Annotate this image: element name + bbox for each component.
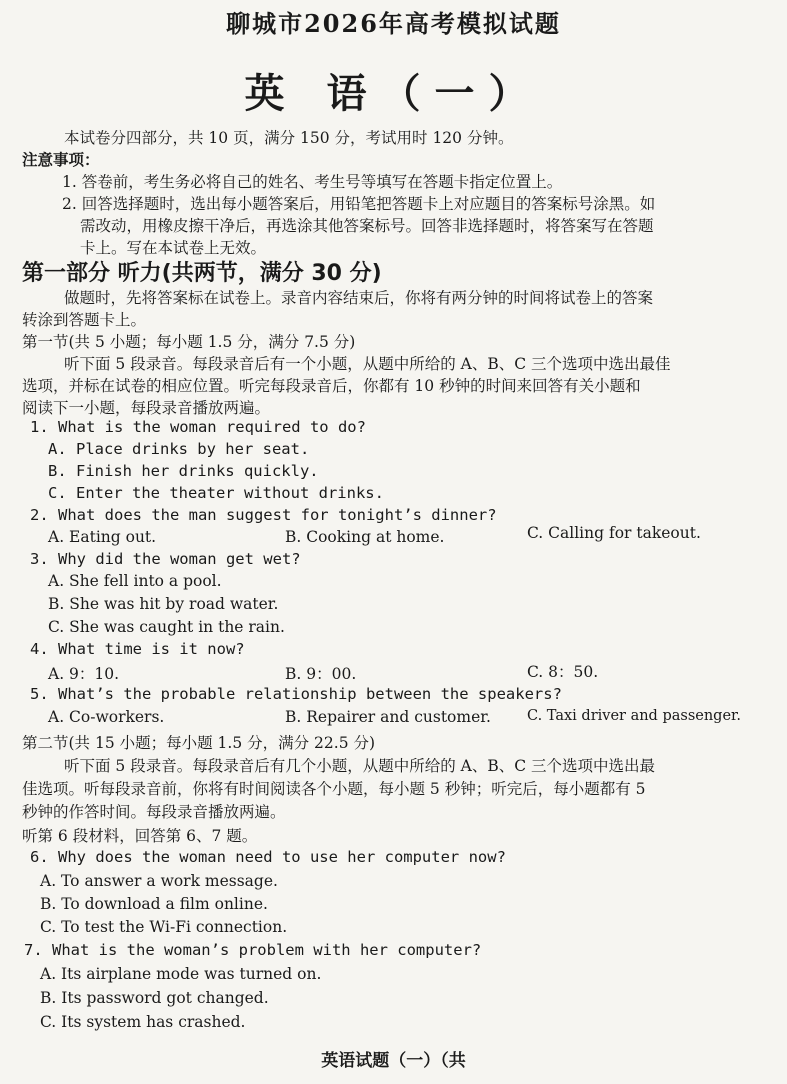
part1-instruction-line2: 转涂到答题卡上。 <box>22 311 147 329</box>
question-6-stem: 6. Why does the woman need to use her computer now? <box>30 848 506 866</box>
subject-title: 英 语（一） <box>244 71 543 117</box>
question-2-option-b: B. Cooking at home. <box>285 528 445 546</box>
notice-item-2-line3: 卡上。写在本试卷上无效。 <box>80 239 267 257</box>
notice-item-2-line1: 2. 回答选择题时，选出每小题答案后，用铅笔把答题卡上对应题目的答案标号涂黑。如 <box>62 195 656 213</box>
exam-info-line: 本试卷分四部分，共 10 页，满分 150 分，考试用时 120 分钟。 <box>64 129 514 147</box>
question-1-option-c: C. Enter the theater without drinks. <box>48 484 384 502</box>
question-4-stem: 4. What time is it now? <box>30 640 245 658</box>
question-6-option-a: A. To answer a work message. <box>40 872 278 890</box>
question-1-option-b: B. Finish her drinks quickly. <box>48 462 319 480</box>
question-5-option-b: B. Repairer and customer. <box>285 708 491 726</box>
material-6-heading: 听第 6 段材料，回答第 6、7 题。 <box>22 827 258 845</box>
question-1-option-a: A. Place drinks by her seat. <box>48 440 310 458</box>
question-1-stem: 1. What is the woman required to do? <box>30 418 366 436</box>
question-2-stem: 2. What does the man suggest for tonight’s dinner? <box>30 506 497 524</box>
section2-instruction-line2: 佳选项。听每段录音前，你将有时间阅读各个小题，每小题 5 秒钟；听完后，每小题都有 5 <box>22 780 646 798</box>
question-7-option-c: C. Its system has crashed. <box>40 1013 246 1031</box>
notice-heading: 注意事项： <box>22 150 100 169</box>
section1-heading: 第一节(共 5 小题；每小题 1.5 分，满分 7.5 分) <box>22 333 356 351</box>
section1-instruction-line1: 听下面 5 段录音。每段录音后有一个小题，从题中所给的 A、B、C 三个选项中选出最佳 <box>64 355 671 373</box>
question-2-option-a: A. Eating out. <box>48 528 157 546</box>
question-5-option-a: A. Co-workers. <box>48 708 165 726</box>
section2-instruction-line1: 听下面 5 段录音。每段录音后有几个小题，从题中所给的 A、B、C 三个选项中选出最 <box>64 757 656 775</box>
notice-item-1: 1. 答卷前，考生务必将自己的姓名、考生号等填写在答题卡指定位置上。 <box>62 173 563 191</box>
section1-instruction-line2: 选项，并标在试卷的相应位置。听完每段录音后，你都有 10 秒钟的时间来回答有关小题和 <box>22 377 641 395</box>
part1-instruction-line1: 做题时，先将答案标在试卷上。录音内容结束后，你将有两分钟的时间将试卷上的答案 <box>64 289 654 307</box>
question-7-option-a: A. Its airplane mode was turned on. <box>40 965 322 983</box>
question-3-option-a: A. She fell into a pool. <box>48 572 222 590</box>
question-6-option-c: C. To test the Wi-Fi connection. <box>40 918 288 936</box>
page-footer: 英语试题（一）（共 <box>321 1051 466 1071</box>
part1-heading: 第一部分 听力(共两节，满分 30 分) <box>22 261 382 286</box>
question-5-stem: 5. What’s the probable relationship between the speakers? <box>30 685 562 703</box>
question-4-option-b: B. 9：00. <box>285 665 357 683</box>
question-3-stem: 3. Why did the woman get wet? <box>30 550 301 568</box>
question-4-option-a: A. 9：10. <box>48 665 120 683</box>
question-7-stem: 7. What is the woman’s problem with her computer? <box>24 941 482 959</box>
question-4-option-c: C. 8：50. <box>527 663 599 681</box>
notice-item-2-line2: 需改动，用橡皮擦干净后，再选涂其他答案标号。回答非选择题时，将答案写在答题 <box>80 217 654 235</box>
question-3-option-c: C. She was caught in the rain. <box>48 618 285 636</box>
section1-instruction-line3: 阅读下一小题，每段录音播放两遍。 <box>22 399 271 417</box>
exam-title: 聊城市2026年高考模拟试题 <box>226 9 561 38</box>
question-5-option-c: C. Taxi driver and passenger. <box>527 708 741 724</box>
question-7-option-b: B. Its password got changed. <box>40 989 269 1007</box>
section2-instruction-line3: 秒钟的作答时间。每段录音播放两遍。 <box>22 803 286 821</box>
question-2-option-c: C. Calling for takeout. <box>527 524 701 542</box>
question-6-option-b: B. To download a film online. <box>40 895 268 913</box>
section2-heading: 第二节(共 15 小题；每小题 1.5 分，满分 22.5 分) <box>22 734 376 752</box>
question-3-option-b: B. She was hit by road water. <box>48 595 279 613</box>
